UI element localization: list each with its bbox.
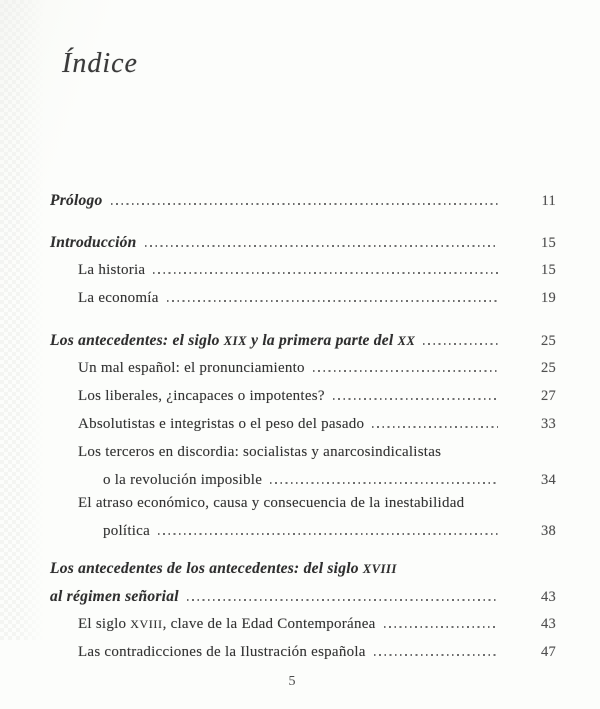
toc-entry-page: 27 [541, 388, 556, 404]
toc-entry [50, 192, 556, 220]
toc-entry [50, 444, 556, 495]
toc-entry-line [50, 262, 556, 290]
toc-entry-label: Los antecedentes de los antecedentes: del siglo XVIII [50, 560, 397, 577]
toc-entry-line [50, 234, 556, 262]
toc-entry-label: El atraso económico, causa y consecuencia de la inestabilidad [78, 495, 465, 511]
toc-entry-line [50, 332, 556, 360]
small-caps-numeral: XX [397, 334, 416, 348]
toc-entry [50, 360, 556, 388]
toc-entry-label: El siglo XVIII, clave de la Edad Contemporánea [78, 616, 376, 632]
small-caps-numeral: XVIII [130, 617, 163, 631]
toc-entry-page: 47 [541, 644, 556, 660]
page-title: Índice [62, 48, 138, 79]
toc-entry-line [50, 472, 556, 495]
toc-entry-label: Las contradicciones de la Ilustración española [78, 644, 366, 660]
dot-leader [384, 626, 498, 628]
toc-entry-page: 11 [541, 193, 556, 209]
toc-entry [50, 290, 556, 318]
dot-leader [187, 599, 498, 601]
dot-leader [333, 398, 498, 400]
toc-entry [50, 644, 556, 672]
dot-leader [111, 203, 498, 205]
toc-entry-label: Absolutistas e integristas o el peso del pasado [78, 416, 365, 432]
toc-entry-label: Introducción [50, 234, 137, 251]
toc-entry-label: Un mal español: el pronunciamiento [78, 360, 305, 376]
toc-entry-line [50, 416, 556, 444]
small-caps-numeral: XIX [223, 334, 247, 348]
toc-entry-page: 34 [541, 472, 556, 488]
dot-leader [153, 272, 498, 274]
small-caps-numeral: XVIII [362, 562, 397, 576]
toc-entry-label: La historia [78, 262, 146, 278]
toc-entry-line [50, 192, 556, 220]
toc-entry [50, 495, 556, 546]
toc-entry-label: Los terceros en discordia: socialistas y anarcosindicalistas [78, 444, 442, 460]
toc-entry-line [50, 616, 556, 644]
dot-leader [313, 370, 498, 372]
toc-entry-label: o la revolución imposible [103, 472, 263, 488]
dot-leader [167, 300, 498, 302]
dot-leader [372, 426, 498, 428]
toc-entry-page: 15 [541, 235, 556, 251]
toc-entry-label: Prólogo [50, 192, 103, 209]
toc-entry-line [50, 588, 556, 616]
toc-entry [50, 234, 556, 262]
toc-entry-label: Los antecedentes: el siglo XIX y la primera parte del XX [50, 332, 416, 349]
toc-entry-label: Los liberales, ¿incapaces o impotentes? [78, 388, 325, 404]
toc-entry-page: 15 [541, 262, 556, 278]
toc-list [50, 192, 556, 672]
toc-entry [50, 416, 556, 444]
toc-entry [50, 262, 556, 290]
scan-edge-artifact [0, 0, 46, 640]
dot-leader [270, 482, 498, 484]
toc-entry-line [50, 495, 556, 523]
toc-entry-label: al régimen señorial [50, 588, 179, 605]
toc-entry [50, 332, 556, 360]
toc-entry [50, 616, 556, 644]
toc-entry-label: La economía [78, 290, 159, 306]
toc-entry-page: 25 [541, 333, 556, 349]
toc-entry-page: 43 [541, 589, 556, 605]
page-number: 5 [288, 674, 296, 689]
toc-entry-line [50, 523, 556, 546]
dot-leader [145, 245, 498, 247]
toc-entry-line [50, 560, 556, 588]
toc-entry-line [50, 290, 556, 318]
toc-entry-line [50, 388, 556, 416]
toc-entry [50, 388, 556, 416]
toc-entry-page: 38 [541, 523, 556, 539]
toc-entry-line [50, 360, 556, 388]
toc-entry-page: 19 [541, 290, 556, 306]
dot-leader [374, 654, 498, 656]
toc-entry-page: 43 [541, 616, 556, 632]
toc-entry [50, 560, 556, 616]
toc-entry-page: 25 [541, 360, 556, 376]
toc-entry-page: 33 [541, 416, 556, 432]
dot-leader [158, 533, 498, 535]
toc-entry-line [50, 644, 556, 672]
dot-leader [423, 343, 498, 345]
toc-entry-label: política [103, 523, 150, 539]
toc-entry-line [50, 444, 556, 472]
